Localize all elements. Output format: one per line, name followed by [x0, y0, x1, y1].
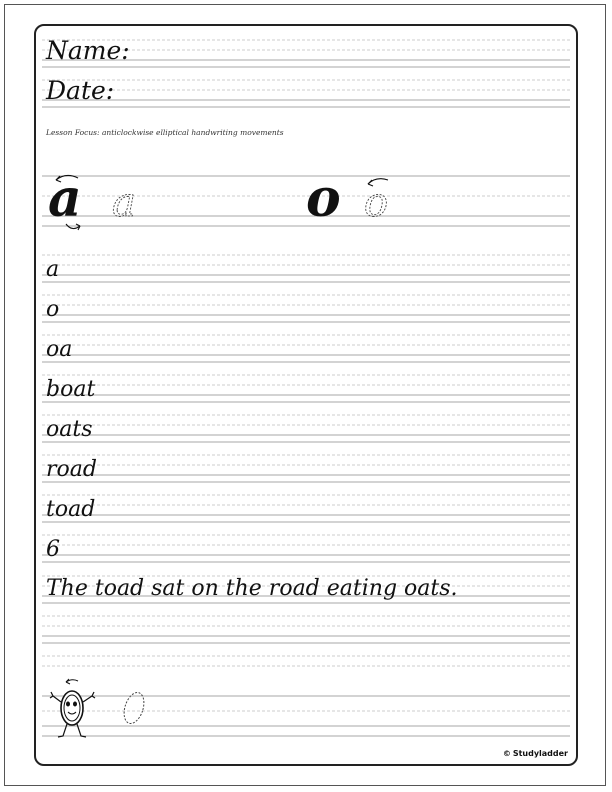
name-label: Name: [46, 36, 130, 65]
demo-letters [36, 166, 576, 246]
practice-row-o: o [46, 297, 60, 322]
copyright-text: Studyladder [512, 749, 568, 758]
practice-row-boat: boat [46, 377, 96, 402]
practice-row-a: a [46, 257, 60, 282]
traced-letter-icon [116, 686, 152, 730]
lesson-focus: Lesson Focus: anticlockwise elliptical handwriting movements [46, 128, 284, 137]
practice-row-6: 6 [46, 537, 60, 562]
character-mascot-icon [48, 676, 98, 746]
copyright-symbol: © [502, 749, 511, 758]
practice-row-oa: oa [46, 337, 73, 362]
copyright-notice [503, 749, 568, 758]
practice-row-oats: oats [46, 417, 93, 442]
demo-letter-a-solid: a [48, 168, 82, 229]
practice-row-toad: toad [46, 497, 96, 522]
practice-row-road: road [46, 457, 97, 482]
practice-sentence: The toad sat on the road eating oats. [46, 576, 458, 601]
worksheet [34, 24, 578, 766]
demo-letter-o-solid: o [306, 168, 341, 229]
demo-letter-o-trace: o [364, 180, 389, 226]
date-label: Date: [46, 76, 115, 105]
demo-letter-a-trace: a [112, 180, 136, 226]
